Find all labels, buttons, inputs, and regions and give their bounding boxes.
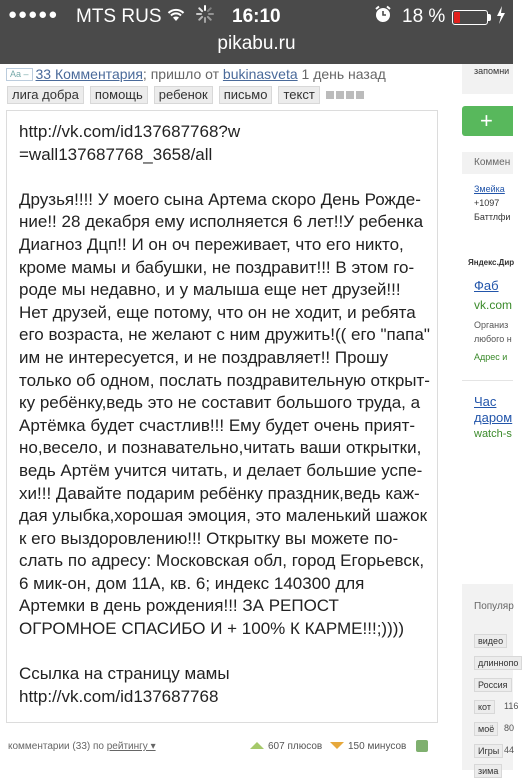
popular-tag[interactable]: зима [474, 764, 502, 778]
post-paragraph: Друзья!!!! У моего сына Артема скоро День Рожде-ние!! 28 декабря ему исполняется 6 лет!!У ребенка Диагноз Дцп!! И он оч переживает, что его никто, кроме мамы и бабушки, не поздравит!!! В этом го-роде мы недавно, и у малыша еще нет друзей!!! Нет друзей, еще потому, что он не ходит, и ребята его возраста, не желают с ним дружить!(( его "папа" им не интересуется, и не поздравляет!! Прошу только об одном, послать поздравительную открыт-ку ребёнку,ведь это не составит большого труда, а Артёмка будет счастлив!!! Ему будет очень прият-но,весело, и познавательно,читать ваши открытки, ведь Артём учится читать, и делает большие успе-хи!!! Давайте подарим ребёнку праздник,ведь каж-дая улыбка,хорошая эмоция, это маленький шажок к его выздоровлению!!! Открытку вы можете по-слать по адресу: Московская обл, город Егорьевск, 6 мик-он, дом 11А, кв. 6; индекс 140300 для Артемки в день рождения!!! ЗА РЕПОСТ ОГРОМНОЕ СПАСИБО И + 100% К КАРМЕ!!!;)))) [19, 189, 430, 639]
post-body [6, 110, 438, 723]
battery-tip [488, 14, 491, 21]
bookmark-icon[interactable] [326, 91, 334, 99]
comments-widget-title: Коммен [474, 157, 511, 168]
tag-item[interactable]: текст [278, 86, 319, 104]
alarm-icon [374, 5, 392, 28]
ad1-line1: Организ [474, 320, 509, 330]
minus-count: 150 минусов [348, 741, 407, 752]
post-link-paragraph[interactable]: http://vk.com/id137687768?w=wall137687768_3658/all [19, 122, 241, 164]
ad1-domain[interactable]: vk.com [474, 298, 513, 312]
font-size-toggle[interactable]: Aa – [6, 68, 33, 81]
popular-tag[interactable]: моё [474, 722, 498, 736]
sort-dropdown[interactable]: рейтингу ▾ [106, 741, 156, 752]
wifi-icon [166, 5, 186, 28]
save-post-icon[interactable] [416, 740, 428, 752]
popular-tag[interactable]: Игры [474, 744, 503, 758]
time-ago: 1 день назад [297, 66, 386, 82]
charging-bolt-icon [495, 5, 507, 30]
comments-link[interactable]: 33 Комментария [35, 66, 143, 82]
tag-item[interactable]: ребенок [154, 86, 213, 104]
popular-tags-header: Популяр [474, 601, 514, 612]
activity-spinner-icon [196, 5, 214, 28]
ad2-title-line2[interactable]: даром [474, 410, 513, 425]
plus-votes[interactable] [250, 741, 322, 752]
plus-count: 607 плюсов [268, 741, 323, 752]
tag-item[interactable]: помощь [90, 86, 148, 104]
ad2-title-line1[interactable]: Час [474, 394, 497, 409]
ad1-address[interactable]: Адрес и [474, 352, 508, 362]
signal-strength-icon: ●●●●● [8, 6, 59, 23]
right-sidebar [462, 64, 519, 776]
post-text [19, 121, 431, 731]
post-meta [6, 66, 386, 82]
battery-level-fill [454, 12, 460, 23]
ad2-domain[interactable]: watch-s [474, 428, 512, 440]
battery-percent: 18 % [402, 6, 446, 27]
upvote-arrow-icon[interactable] [250, 742, 264, 749]
comment-snippet[interactable]: Баттлфи [474, 212, 511, 222]
popular-tag[interactable]: кот [474, 700, 495, 714]
ad1-line2: любого н [474, 334, 512, 344]
post-mother-link-paragraph[interactable]: Ссылка на страницу мамы http://vk.com/id137687768 [19, 664, 230, 706]
from-text: ; пришло от [142, 66, 223, 82]
address-bar[interactable] [0, 34, 513, 64]
popular-tag[interactable]: длиннопо [474, 656, 522, 670]
remember-text[interactable]: запомни [474, 66, 510, 76]
popular-tag[interactable]: Россия [474, 678, 512, 692]
popular-tag-count: 80 [504, 723, 515, 733]
page-domain: pikabu.ru [217, 33, 296, 54]
downvote-arrow-icon[interactable] [330, 742, 344, 749]
popular-tag[interactable]: видео [474, 634, 507, 648]
sidebar-divider [462, 380, 513, 381]
minus-votes[interactable] [330, 741, 406, 752]
popular-tag-count: 116 [504, 701, 519, 711]
tag-item[interactable]: лига добра [7, 86, 84, 104]
vk-share-icon[interactable] [346, 91, 354, 99]
carrier-name: MTS RUS [76, 6, 162, 27]
battery-icon [452, 10, 488, 25]
popular-tag-count: 44 [504, 745, 515, 755]
comment-score: +1097 [474, 198, 500, 208]
post-footer [8, 741, 156, 752]
status-bar [0, 0, 513, 34]
author-link[interactable]: bukinasveta [222, 66, 298, 82]
clock-time: 16:10 [232, 6, 281, 27]
ad1-title[interactable]: Фаб [474, 278, 499, 293]
comment-author-link[interactable]: Змейка [474, 184, 505, 194]
twitter-share-icon[interactable] [356, 91, 364, 99]
tag-item[interactable]: письмо [219, 86, 273, 104]
yandex-direct-header: Яндекс.Дир [468, 258, 515, 267]
facebook-share-icon[interactable] [336, 91, 344, 99]
comments-count-text[interactable]: комментарии (33) по [8, 741, 104, 752]
tag-list [7, 86, 366, 104]
add-post-button[interactable]: + [462, 106, 513, 136]
